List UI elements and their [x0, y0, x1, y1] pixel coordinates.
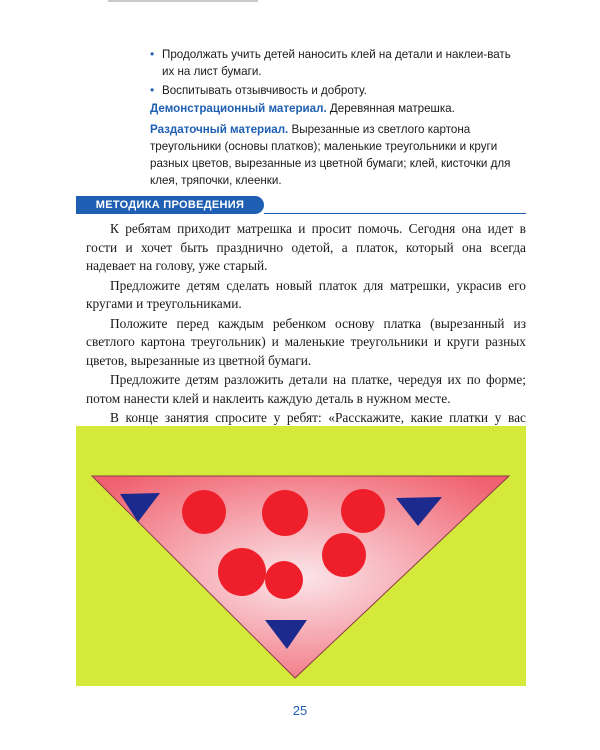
bullet-text: Продолжать учить детей наносить клей на детали и наклеи-вать их на лист бумаги.: [162, 48, 511, 78]
demo-material-text: Деревянная матрешка.: [326, 102, 455, 115]
kerchief-illustration: [76, 426, 526, 686]
paragraph: Предложите детям сделать новый платок для матрешки, украсив его кругами и треугольниками.: [86, 277, 526, 311]
paragraph-text: В конце занятия спросите у ребят: «Расскажите, какие платки у вас: [110, 410, 526, 425]
red-circle: [182, 490, 226, 534]
list-item: [150, 46, 525, 80]
list-item: [150, 82, 525, 99]
page-number: 25: [292, 703, 308, 718]
handout-material-text: Вырезанные из светлого картона треугольники (основы платков); маленькие треугольники и круги разных цветов, вырезанные из цветной бумаги; клей, кисточки для клея, тряпочки, клеенки.: [150, 123, 511, 187]
red-circle: [265, 561, 303, 599]
paragraph: Положите перед каждым ребенком основу платка (вырезанный из светлого картона треугольник) и маленькие треугольники и круги разных цветов, вырезанные из цветной бумаги.: [86, 315, 526, 368]
bullet-text: Воспитывать отзывчивость и доброту.: [162, 84, 367, 97]
handout-material-label: Раздаточный материал.: [150, 123, 289, 136]
handout-material: [150, 121, 525, 189]
bullet-icon: •: [150, 83, 155, 97]
red-circle: [218, 548, 266, 596]
demo-material-label: Демонстрационный материал.: [150, 102, 327, 115]
paragraph: К ребятам приходит матрешка и просит помочь. Сегодня она идет в гости и хочет быть празднично одетой, а платок, который она всегда надевает на голову, уже старый.: [86, 221, 526, 273]
section-header: [76, 196, 526, 214]
top-rule: [108, 0, 258, 2]
red-circle: [341, 489, 385, 533]
paragraph: Предложите детям разложить детали на платке, чередуя их по форме; потом нанести клей и наклеить каждую деталь в нужном месте.: [86, 372, 526, 406]
demo-material: [150, 100, 525, 117]
method-text: [86, 220, 526, 447]
bullet-icon: •: [150, 47, 155, 61]
section-title: МЕТОДИКА ПРОВЕДЕНИЯ: [76, 196, 264, 214]
objectives-list: [150, 46, 525, 101]
red-circle: [322, 533, 366, 577]
red-circle: [262, 490, 308, 536]
section-underline: [264, 213, 526, 214]
